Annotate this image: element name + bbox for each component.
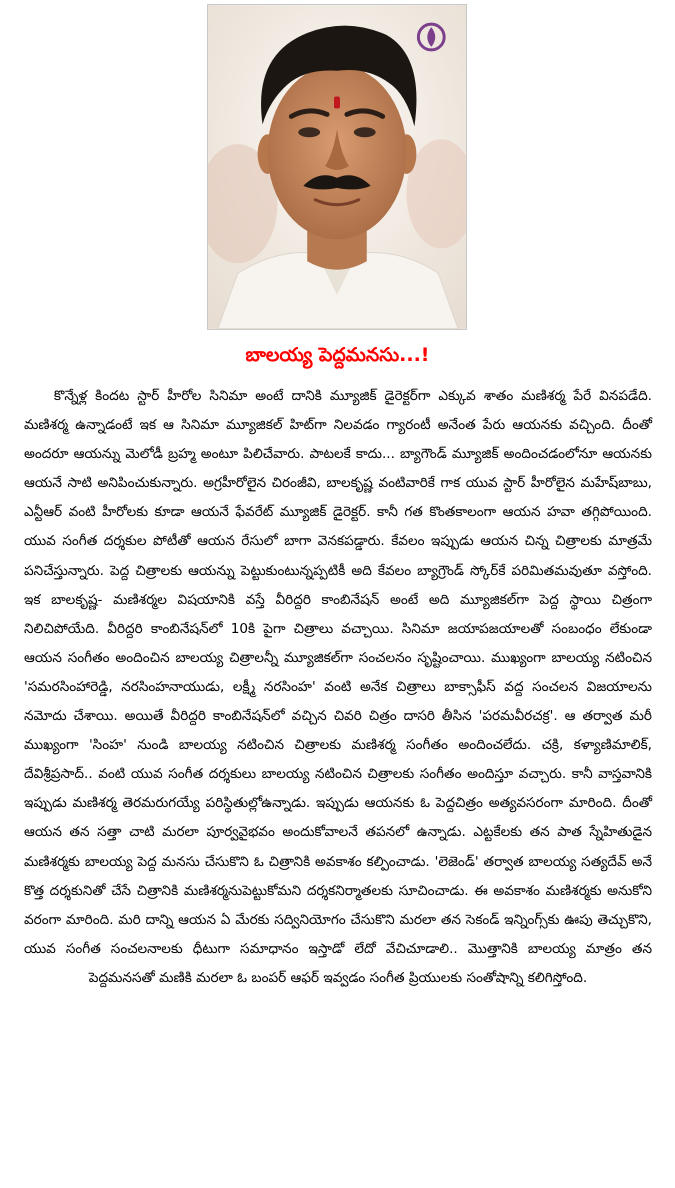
article-headline: బాలయ్య పెద్దమనసు...! bbox=[245, 344, 430, 366]
article-photo bbox=[207, 4, 467, 330]
article-body: కొన్నేళ్ల కిందట స్టార్ హీరోల సినిమా అంటే దానికి మ్యూజిక్ డైరెక్టర్‌గా ఎక్కువ శాతం మణిశర్మ పేరే వినపడేది. మణిశర్మ ఉన్నాడంటే ఇక ఆ సినిమా మ్యూజికల్ హిట్‌గా నిలవడం గ్యారంటీ అనేంత పేరు ఆయనకు వచ్చింది. దీంతో అందరూ ఆయన్ను మెలోడీ బ్రహ్మ అంటూ పిలిచేవారు. పాటలకే కాదు... బ్యాగౌండ్ మ్యూజిక్ అందించడంలోనూ ఆయనకు ఆయనే సాటి అనిపించుకున్నారు. అగ్రహీరోలైన చిరంజీవి, బాలకృష్ణ వంటివారికే గాక యువ స్టార్ హీరోలైన మహేష్‌బాబు, ఎన్టీఆర్ వంటి హీరోలకు కూడా ఆయనే ఫేవరేట్ మ్యూజిక్ డైరెక్టర్. కానీ గత కొంతకాలంగా ఆయన హవా తగ్గిపోయింది. యువ సంగీత దర్శకుల పోటీతో ఆయన రేసులో బాగా వెనకపడ్డారు. కేవలం ఇప్పుడు ఆయన చిన్న చిత్రాలకు మాత్రమే పనిచేస్తున్నారు. పెద్ద చిత్రాలకు ఆయన్ను పెట్టుకుంటున్నప్పటికీ అది కేవలం బ్యాగ్రౌండ్ స్కోర్‌కే పరిమితమవుతూ వస్తోంది. ఇక బాలకృష్ణ- మణిశర్మల విషయానికి వస్తే వీరిద్దరి కాంబినేషన్ అంటే అది మ్యూజికల్‌గా పెద్ద స్థాయి చిత్రంగా నిలిచిపోయేది. వీరిద్దరి కాంబినేషన్‌లో 10కి పైగా చిత్రాలు వచ్చాయి. సినిమా జయాపజయాలతో సంబంధం లేకుండా ఆయన సంగీతం అందించిన బాలయ్య చిత్రాలన్నీ మ్యూజికల్‌గా సంచలనం సృష్టించాయి. ముఖ్యంగా బాలయ్య నటించిన 'సమరసింహారెడ్డి, నరసింహనాయుడు, లక్ష్మీ నరసింహ' వంటి అనేక చిత్రాలు బాక్సాఫీస్ వద్ద సంచలన విజయాలను నమోదు చేశాయి. అయితే వీరిద్దరి కాంబినేషన్‌లో వచ్చిన చివరి చిత్రం దాసరి తీసిన 'పరమవీరచక్ర'. ఆ తర్వాత మరీ ముఖ్యంగా 'సింహ' నుండి బాలయ్య నటించిన చిత్రాలకు మణిశర్మ సంగీతం అందించలేదు. చక్రి, కళ్యాణిమాలిక్, దేవిశ్రీప్రసాద్.. వంటి యువ సంగీత దర్శకులు బాలయ్య నటించిన చిత్రాలకు సంగీతం అందిస్తూ వచ్చారు. కానీ వాస్తవానికి ఇప్పుడు మణిశర్మ తెరమరుగయ్యే పరిస్థితుల్లోఉన్నాడు. ఇప్పుడు ఆయనకు ఓ పెద్దచిత్రం అత్యవసరంగా మారింది. దీంతో ఆయన తన సత్తా చాటి మరలా పూర్వవైభవం అందుకోవాలనే తపనలో ఉన్నాడు. ఎట్టకేలకు తన పాత స్నేహితుడైన మణిశర్మకు బాలయ్య పెద్ద మనసు చేసుకొని ఓ చిత్రానికి అవకాశం కల్పించాడు. 'లెజెండ్' తర్వాత బాలయ్య సత్యదేవ్ అనే కొత్త దర్శకునితో చేసే చిత్రానికి మణిశర్మనుపెట్టుకోమని దర్శకనిర్మాతలకు సూచించాడు. ఈ అవకాశం మణిశర్మకు అనుకోని వరంగా మారింది. మరి దాన్ని ఆయన ఏ మేరకు సద్వినియోగం చేసుకొని మరలా తన సెకండ్ ఇన్నింగ్స్‌కు ఊపు తెచ్చుకొని, యువ సంగీత సంచలనాలకు ధీటుగా సమాధానం ఇస్తాడో లేదో వేచిచూడాలి.. మొత్తానికి బాలయ్య మాత్రం తన పెద్దమనసతో మణికి మరలా ఓ బంపర్ ఆఫర్ ఇవ్వడం సంగీత ప్రియులకు సంతోషాన్ని కలిగిస్తోంది. bbox=[24, 388, 652, 986]
portrait-illustration bbox=[208, 5, 466, 329]
tilak bbox=[334, 97, 340, 109]
